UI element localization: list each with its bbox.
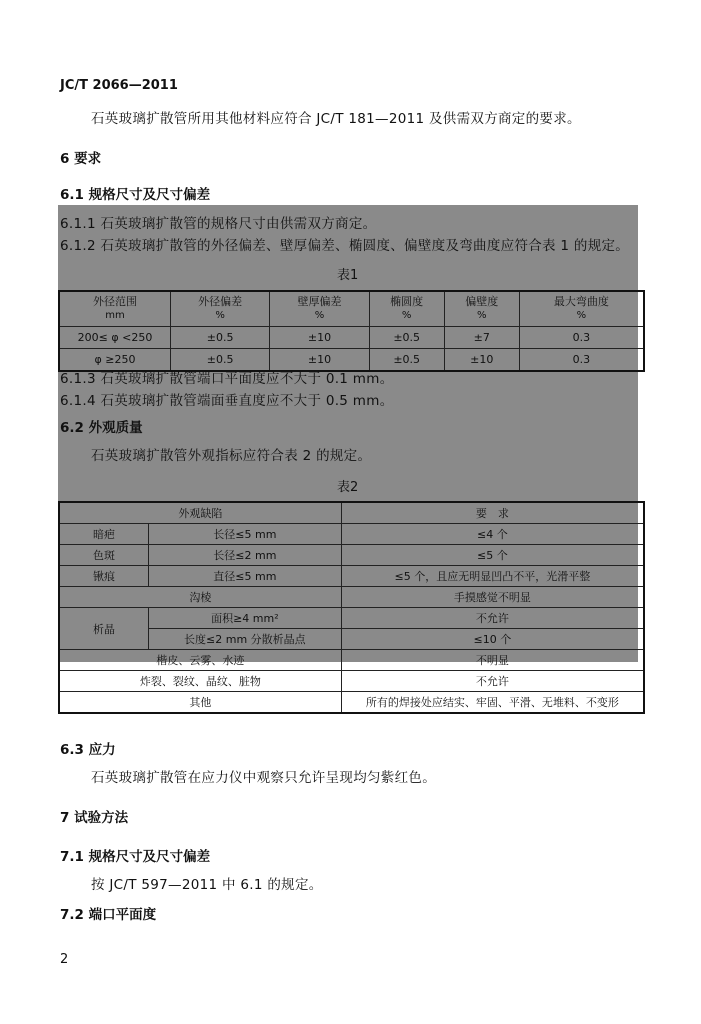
table1-header-row (59, 291, 644, 327)
section-6-2-heading: 6.2 外观质量 (60, 420, 143, 436)
table-cell: ±10 (444, 349, 519, 372)
table-cell: 不允许 (341, 671, 644, 692)
header-unit: % (576, 310, 587, 321)
header-name: 外径偏差 (198, 295, 243, 308)
table-row (59, 608, 644, 629)
table2-header-cell: 外观缺陷 (59, 502, 341, 524)
table-cell: 直径≤5 mm (149, 566, 342, 587)
table-cell: ≤5 个 (341, 545, 644, 566)
table1-header-cell (369, 291, 444, 327)
table1-header-cell (444, 291, 519, 327)
table-1 (58, 290, 645, 372)
table-cell: 色斑 (59, 545, 149, 566)
table-cell: ≤10 个 (341, 629, 644, 650)
section-6-3-text: 石英玻璃扩散管在应力仪中观察只允许呈现均匀紫红色。 (91, 770, 436, 786)
section-6-heading: 6 要求 (60, 151, 102, 167)
table-cell: 不允许 (341, 608, 644, 629)
table-row (59, 545, 644, 566)
clause-6-1-1: 6.1.1 石英玻璃扩散管的规格尺寸由供需双方商定。 (60, 216, 377, 232)
section-7-2-heading: 7.2 端口平面度 (60, 907, 157, 923)
table-cell: 楷皮、云雾、水迹 (59, 650, 341, 671)
table-cell: ±7 (444, 327, 519, 349)
table-row (59, 650, 644, 671)
table-cell: 0.3 (519, 327, 644, 349)
table1-caption: 表1 (337, 268, 359, 283)
section-7-1-text: 按 JC/T 597—2011 中 6.1 的规定。 (91, 877, 323, 893)
table-cell: 手摸感觉不明显 (341, 587, 644, 608)
table1-header-cell (270, 291, 369, 327)
table-cell: ≤5 个，且应无明显凹凸不平，光滑平整 (341, 566, 644, 587)
section-6-2-text: 石英玻璃扩散管外观指标应符合表 2 的规定。 (91, 448, 372, 464)
section-6-1-heading: 6.1 规格尺寸及尺寸偏差 (60, 187, 211, 203)
section-6-3-heading: 6.3 应力 (60, 742, 116, 758)
table-cell: 0.3 (519, 349, 644, 372)
header-unit: % (401, 310, 412, 321)
section-7-heading: 7 试验方法 (60, 810, 129, 826)
table-cell: 所有的焊接处应结实、牢固、平滑、无堆料、不变形 (341, 692, 644, 714)
table-cell: 长度≤2 mm 分散析晶点 (149, 629, 342, 650)
header-unit: mm (105, 310, 125, 321)
table-row (59, 566, 644, 587)
table-cell: 面积≥4 mm² (149, 608, 342, 629)
table-cell: ±10 (270, 327, 369, 349)
page-number: 2 (60, 952, 69, 967)
header-name: 偏壁度 (465, 295, 499, 308)
table2-caption: 表2 (337, 480, 359, 495)
table-cell: φ ≥250 (59, 349, 171, 372)
table-cell: ±10 (270, 349, 369, 372)
header-name: 椭圆度 (390, 295, 424, 308)
table1-header-cell (59, 291, 171, 327)
table-cell: 锹痕 (59, 566, 149, 587)
header-name: 最大弯曲度 (553, 295, 609, 308)
table2-header-cell: 要 求 (341, 502, 644, 524)
intro-paragraph: 石英玻璃扩散管所用其他材料应符合 JC/T 181—2011 及供需双方商定的要求。 (91, 111, 581, 127)
header-name: 外径范围 (93, 295, 137, 308)
table-row (59, 524, 644, 545)
table-cell: 暗疤 (59, 524, 149, 545)
header-unit: % (314, 310, 325, 321)
clause-6-1-4: 6.1.4 石英玻璃扩散管端面垂直度应不大于 0.5 mm。 (60, 393, 394, 409)
section-7-1-heading: 7.1 规格尺寸及尺寸偏差 (60, 849, 211, 865)
table2-header-row (59, 502, 644, 524)
table-cell: 其他 (59, 692, 341, 714)
header-unit: % (215, 310, 225, 321)
table-cell: 炸裂、裂纹、晶纹、脏物 (59, 671, 341, 692)
doc-header: JC/T 2066—2011 (60, 78, 178, 93)
table-cell: ±0.5 (369, 327, 444, 349)
clause-6-1-2: 6.1.2 石英玻璃扩散管的外径偏差、壁厚偏差、椭圆度、偏壁度及弯曲度应符合表 1 的规定。 (60, 238, 630, 254)
clause-6-1-3: 6.1.3 石英玻璃扩散管端口平面度应不大于 0.1 mm。 (60, 371, 394, 387)
header-name: 壁厚偏差 (297, 295, 342, 308)
table-cell: 200≤ φ <250 (59, 327, 171, 349)
table-cell: ≤4 个 (341, 524, 644, 545)
header-unit: % (476, 310, 487, 321)
table-cell: ±0.5 (369, 349, 444, 372)
table-cell: 长径≤2 mm (149, 545, 342, 566)
table-row (59, 327, 644, 349)
table-cell: 不明显 (341, 650, 644, 671)
table-cell: ±0.5 (171, 327, 270, 349)
table-2 (58, 501, 645, 714)
table-cell: 析晶 (59, 608, 149, 650)
table1-header-cell (171, 291, 270, 327)
table-row (59, 692, 644, 714)
table-row (59, 587, 644, 608)
table-cell: 沟棱 (59, 587, 341, 608)
table-cell: 长径≤5 mm (149, 524, 342, 545)
table-cell: ±0.5 (171, 349, 270, 372)
table-row (59, 671, 644, 692)
table1-header-cell (519, 291, 644, 327)
